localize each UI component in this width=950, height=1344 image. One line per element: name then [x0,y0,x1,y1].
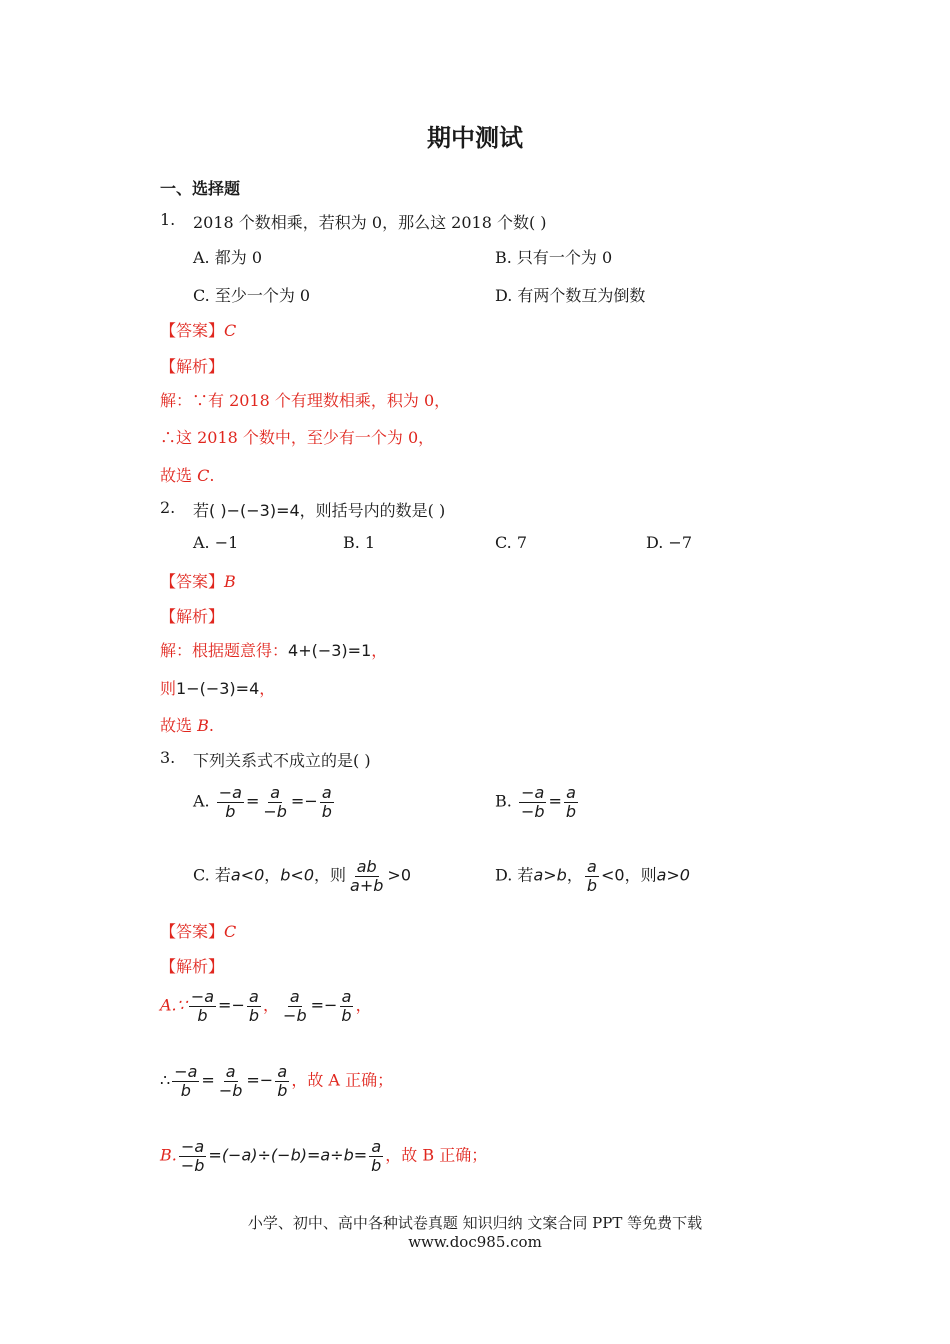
q3-option-c-label: C. 若 [193,865,231,885]
q2-stem [193,498,445,521]
q1-sol-prefix: 故选 [160,466,198,485]
q1-solution-line1: 解：∵有 2018 个有理数相乘，积为 0， [160,391,451,410]
q2-solution-line2 [160,676,275,699]
comma: ， [264,865,281,885]
equals-sign: = [245,791,260,811]
q2-expr: ( )−(−3)=4 [209,501,300,520]
q3-number: 3. [160,748,176,767]
q2-option-d: D. −7 [646,533,693,552]
q1-solution-line3 [160,463,214,486]
q2-answer-value: B [224,572,236,591]
page-title: 期中测试 [427,123,523,152]
q2-sol1-expr: 4+(−3)=1 [288,641,372,660]
q3-text: 下列关系式不成立的是 [193,751,354,770]
fraction-denominator: b [341,1005,352,1025]
q2-sol-end: . [208,716,214,735]
q3-sol-a-label: A.∵ [160,995,187,1015]
q1-number: 1. [160,210,176,229]
fraction [247,988,261,1024]
therefore-symbol: ∴ [160,1070,171,1090]
fraction-denominator: −b [520,801,545,821]
fraction [585,858,599,894]
q3-sol-a2-end: ，故 A 正确； [291,1070,394,1090]
q3-option-d-cond2: <0 [600,865,625,885]
fraction [281,988,309,1024]
fraction-denominator: b [248,1005,260,1025]
fraction-numerator: −a [190,987,215,1006]
q2-sol-choice: B [197,716,209,735]
q3-option-c-cond2: b<0 [280,865,315,885]
comma: ， [566,865,583,885]
fraction-numerator: −a [174,1062,198,1081]
fraction-numerator: a [277,1062,288,1081]
comma: ， [355,995,372,1015]
q3-solution-a2 [160,1063,393,1099]
fraction-denominator: −b [218,1080,243,1100]
fraction-numerator: −a [181,1137,205,1156]
fraction-denominator: b [371,1155,382,1175]
q1-option-a: A. 都为 0 [193,248,262,267]
fraction-denominator: b [277,1080,288,1100]
fraction-numerator: a [289,987,300,1006]
fraction-numerator: −a [218,783,242,802]
equals-minus-sign: =− [310,995,338,1015]
fraction-numerator: a [249,987,259,1006]
q1-text: 2018 个数相乘，若积为 0，那么这 2018 个数 [193,213,529,232]
q2-sol2-text: 则 [160,679,177,698]
q2-solution-line3 [160,713,214,736]
q2-text-b: ，则括号内的数是 [299,501,428,520]
fraction [369,1138,383,1174]
fraction [519,784,547,820]
q2-text-a: 若 [193,501,210,520]
footer-tagline: 小学、初中、高中各种试卷真题 知识归纳 文案合同 PPT 等免费下载 [247,1214,703,1232]
fraction [261,784,289,820]
q3-paren: ( ) [353,751,371,770]
q2-sol3-text: 故选 [160,716,198,735]
section-heading: 一、选择题 [160,179,241,198]
fraction-denominator: b [586,875,597,895]
q2-option-b: B. 1 [343,533,376,552]
fraction [564,784,578,820]
q1-option-b: B. 只有一个为 0 [495,248,613,267]
fraction-denominator: b [225,801,236,821]
fraction [217,784,244,820]
q3-option-d-then: ，则 [624,865,657,885]
fraction-numerator: a [321,783,332,802]
fraction-denominator: b [197,1005,208,1025]
fraction-numerator: ab [356,857,377,876]
fraction [339,988,353,1024]
fraction-denominator: a+b [350,875,384,895]
q1-sol-end: . [209,466,215,485]
q2-option-a: A. −1 [193,533,239,552]
q2-sol2-end: ， [259,679,276,698]
fraction [275,1063,289,1099]
q3-option-c-cond1: a<0 [230,865,265,885]
fraction-numerator: a [566,783,576,802]
q3-option-b-label: B. [495,791,512,811]
equals-minus-sign: =− [290,791,318,811]
q1-answer [160,318,236,341]
q2-answer [160,569,236,592]
fraction-denominator: b [321,801,332,821]
fraction-denominator: −b [180,1155,205,1175]
q1-answer-label: 【答案】 [160,321,225,340]
q1-sol-choice: C [197,466,210,485]
q1-option-d: D. 有两个数互为倒数 [495,286,646,305]
q3-option-a-label: A. [193,791,210,811]
fraction [172,1063,199,1099]
q3-sol-b-label: B. [160,1145,177,1165]
q2-option-c: C. 7 [495,533,528,552]
q3-solution-a [160,988,372,1024]
q3-stem [193,748,371,771]
q2-sol1-text: 解：根据题意得： [160,641,289,660]
fraction-numerator: a [587,857,597,876]
q2-analysis-label: 【解析】 [160,607,225,626]
q3-answer [160,919,236,942]
q3-sol-b-expr: =(−a)÷(−b)=a÷b= [208,1145,368,1165]
equals-sign: = [201,1070,215,1090]
q1-answer-value: C [224,321,237,340]
equals-minus-sign: =− [246,1070,274,1090]
equals-sign: = [548,791,562,811]
fraction-denominator: −b [263,801,287,821]
fraction-numerator: −a [521,783,545,802]
fraction-denominator: −b [283,1005,307,1025]
q3-option-c [193,858,411,894]
q2-solution-line1 [160,638,387,661]
q3-option-d-result: a>0 [656,865,690,885]
equals-minus-sign: =− [218,995,245,1015]
q3-option-d-label: D. 若 [495,865,534,885]
q2-number: 2. [160,498,176,517]
q3-option-a [193,784,336,820]
q3-answer-value: C [224,922,237,941]
fraction-numerator: a [270,783,281,802]
q1-solution-line2: ∴这 2018 个数中，至少有一个为 0， [160,428,435,447]
q1-analysis-label: 【解析】 [160,357,225,376]
q1-stem [193,210,547,233]
q2-paren: ( ) [427,501,446,520]
comma: ， [263,995,280,1015]
footer-url[interactable]: www.doc985.com [408,1233,542,1251]
fraction-denominator: b [180,1080,191,1100]
q3-option-c-result: >0 [387,865,411,885]
fraction-numerator: a [225,1062,236,1081]
q3-sol-b-end: ，故 B 正确； [385,1145,488,1165]
fraction [348,858,385,894]
fraction [179,1138,207,1174]
fraction-denominator: b [565,801,577,821]
q1-paren: ( ) [528,213,547,232]
q3-option-c-then: ，则 [314,865,347,885]
fraction-numerator: a [371,1137,382,1156]
q3-option-d [495,858,690,894]
fraction [320,784,334,820]
q3-answer-label: 【答案】 [160,922,225,941]
fraction [189,988,216,1024]
q1-option-c: C. 至少一个为 0 [193,286,311,305]
q2-answer-label: 【答案】 [160,572,225,591]
q3-analysis-label: 【解析】 [160,957,225,976]
q3-option-b [495,784,580,820]
fraction-numerator: a [341,987,352,1006]
q3-option-d-cond1: a>b [533,865,567,885]
q2-sol2-expr: 1−(−3)=4 [176,679,260,698]
q3-solution-b [160,1138,487,1174]
fraction [217,1063,245,1099]
q2-sol1-end: ， [371,641,388,660]
